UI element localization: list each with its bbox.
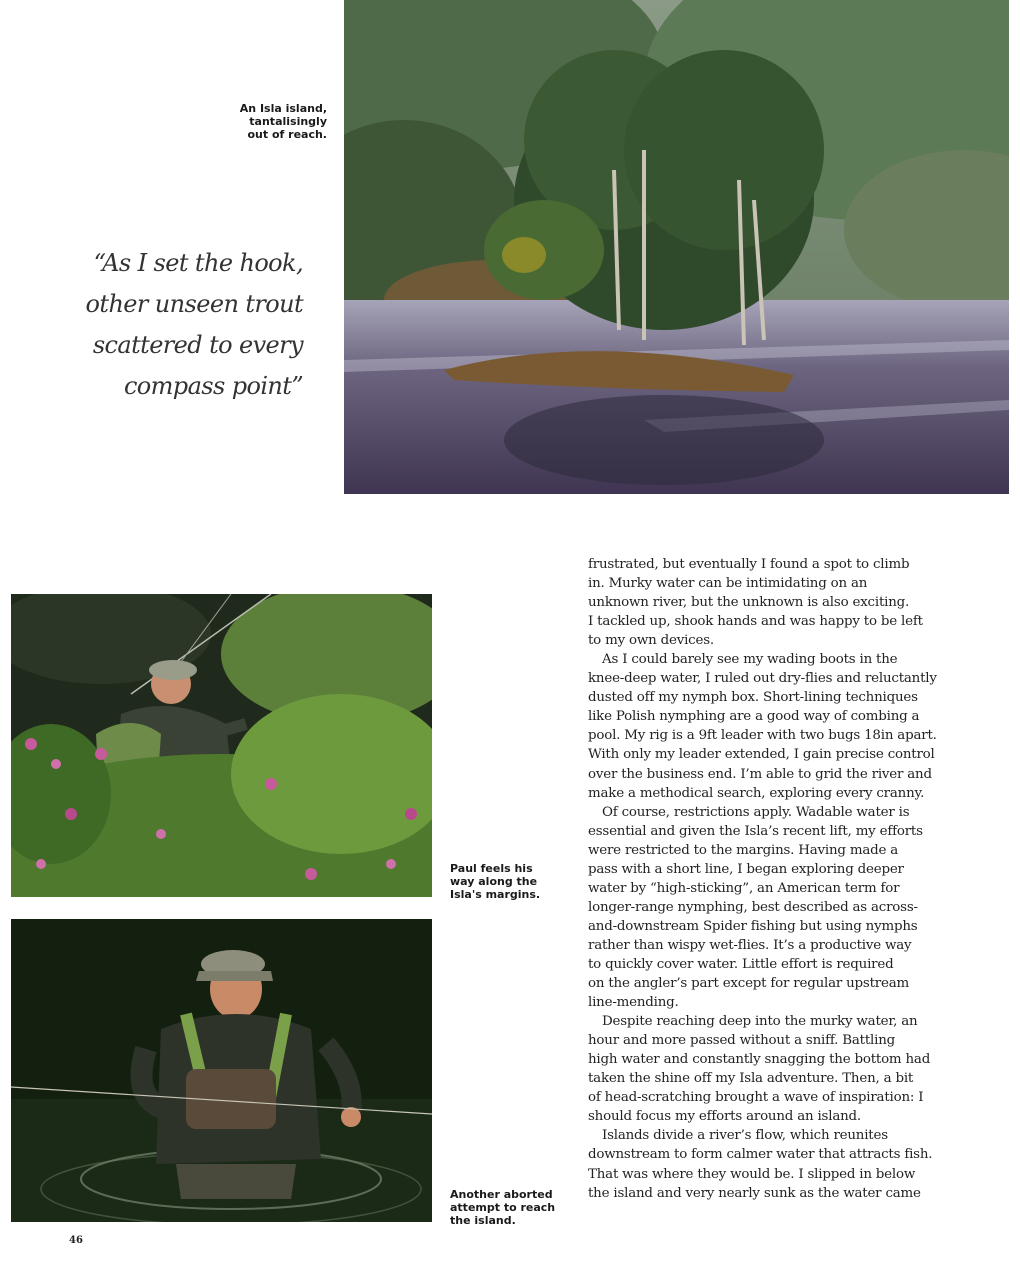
body-line: I tackled up, shook hands and was happy to be left [588,614,923,630]
body-line: over the business end. I’m able to grid the river and [588,766,932,782]
body-line: pool. My rig is a 9ft leader with two bugs 18in apart. [588,728,937,744]
body-line: Of course, restrictions apply. Wadable water is [602,804,910,820]
body-line: make a methodical search, exploring every cranny. [588,785,925,801]
caption-line: attempt to reach [450,1201,556,1214]
body-line: the island and very nearly sunk as the water came [588,1185,921,1201]
body-line: Despite reaching deep into the murky water, an [602,1014,918,1030]
body-line: in. Murky water can be intimidating on an [588,576,868,592]
body-line: should focus my efforts around an island. [588,1109,861,1125]
body-line: longer-range nymphing, best described as across- [588,899,918,915]
angler-margins-photo-art [11,594,432,897]
island-photo-art [344,0,1009,494]
angler-wading-photo-art [11,919,432,1222]
body-line: Islands divide a river’s flow, which reunites [602,1128,888,1144]
pull-quote-line: compass point” [123,372,303,400]
body-line: to my own devices. [588,633,714,649]
angler-wading-photo [11,919,432,1222]
page-number: 46 [69,1235,83,1246]
caption-line: Paul feels his [450,862,533,875]
pull-quote [60,243,303,407]
pull-quote-line: other unseen trout [85,290,303,318]
body-line: frustrated, but eventually I found a spot to climb [588,557,910,572]
margins-photo-caption [450,862,550,901]
body-line: dusted off my nymph box. Short-lining techniques [588,690,918,706]
body-line: line-mending. [588,995,679,1011]
caption-line: way along the [450,875,538,888]
body-line: and-downstream Spider fishing but using nymphs [588,918,918,934]
caption-line: Isla's margins. [450,888,541,901]
body-line: were restricted to the margins. Having made a [588,842,899,858]
caption-line: tantalisingly [249,115,327,128]
body-line: pass with a short line, I began exploring deeper [588,861,904,877]
body-line: That was where they would be. I slipped in below [588,1166,916,1182]
caption-line: out of reach. [247,128,327,141]
body-line: to quickly cover water. Little effort is required [588,956,894,972]
island-photo [344,0,1009,494]
body-line: As I could barely see my wading boots in the [602,652,898,668]
body-line: knee-deep water, I ruled out dry-flies and reluctantly [588,671,937,687]
body-line: hour and more passed without a sniff. Battling [588,1033,895,1049]
body-line: essential and given the Isla’s recent lift, my efforts [588,823,923,839]
wading-photo-caption [450,1188,560,1227]
angler-margins-photo [11,594,432,897]
body-line: of head-scratching brought a wave of inspiration: I [588,1090,924,1106]
caption-line: Another aborted [450,1188,553,1201]
body-line: on the angler’s part except for regular upstream [588,976,909,992]
body-line: rather than wispy wet-flies. It’s a productive way [588,937,912,953]
caption-line: An Isla island, [239,102,327,115]
body-line: With only my leader extended, I gain precise control [588,747,935,763]
pull-quote-line: scattered to every [92,331,303,359]
pull-quote-line: “As I set the hook, [93,249,303,277]
body-line: taken the shine off my Isla adventure. Then, a bit [588,1071,914,1087]
island-photo-caption [200,102,327,141]
article-body [588,555,960,1203]
body-line: downstream to form calmer water that attracts fish. [588,1147,933,1163]
body-line: water by “high-sticking”, an American term for [588,880,900,896]
body-line: like Polish nymphing are a good way of combing a [588,709,920,725]
body-line: unknown river, but the unknown is also exciting. [588,595,910,611]
body-line: high water and constantly snagging the bottom had [588,1052,931,1068]
caption-line: the island. [450,1214,516,1227]
